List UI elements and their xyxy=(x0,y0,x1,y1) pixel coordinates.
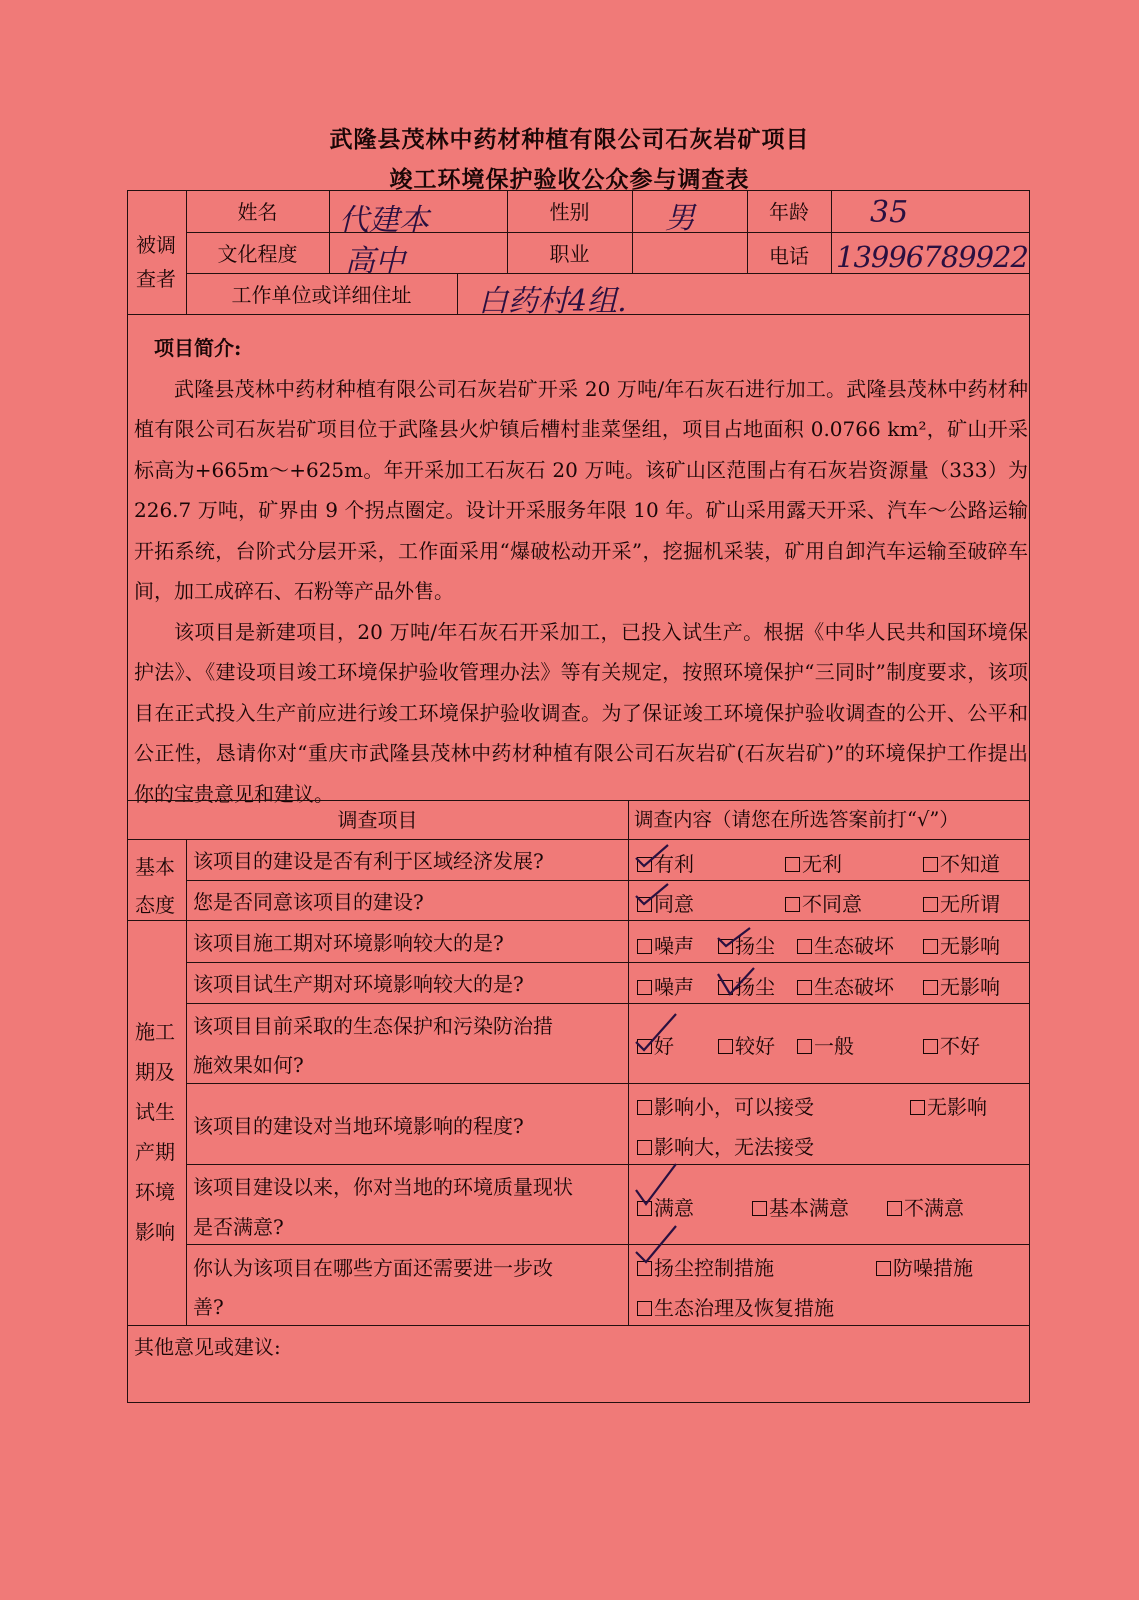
checkbox-icon xyxy=(923,939,938,954)
check-mark-icon xyxy=(714,924,754,954)
q4-option-4[interactable]: 无影响 xyxy=(923,977,1000,997)
q8-option-1[interactable]: 扬尘控制措施 xyxy=(637,1258,774,1278)
q3-option-1[interactable]: 噪声 xyxy=(637,936,694,956)
form-title-line1: 武隆县茂林中药材种植有限公司石灰岩矿项目 xyxy=(329,127,810,153)
checkbox-icon xyxy=(637,939,652,954)
form-title-line2: 竣工环境保护验收公众参与调查表 xyxy=(389,167,750,193)
checkbox-icon xyxy=(637,1301,652,1316)
q2-option-3[interactable]: 无所谓 xyxy=(923,894,1000,914)
q5-option-2[interactable]: 较好 xyxy=(718,1036,775,1056)
checkbox-icon xyxy=(887,1201,902,1216)
q4-option-3[interactable]: 生态破坏 xyxy=(797,977,894,997)
q3-option-4[interactable]: 无影响 xyxy=(923,936,1000,956)
checkbox-icon xyxy=(797,939,812,954)
q8-option-2[interactable]: 防噪措施 xyxy=(876,1258,973,1278)
q1-option-1[interactable]: 有利 xyxy=(637,854,694,874)
checkbox-icon xyxy=(785,857,800,872)
q4-option-1[interactable]: 噪声 xyxy=(637,977,694,997)
phone-label: 电话 xyxy=(769,244,809,268)
age-label: 年龄 xyxy=(769,200,809,224)
gender-label: 性别 xyxy=(549,200,590,224)
checkbox-icon xyxy=(797,1039,812,1054)
question-5-line-2: 施效果如何? xyxy=(193,1053,304,1077)
other-comments-label: 其他意见或建议: xyxy=(134,1335,281,1359)
q6-option-1[interactable]: 影响小，可以接受 xyxy=(637,1097,814,1117)
q4-option-2[interactable]: 扬尘 xyxy=(718,977,775,997)
question-8-line-1: 你认为该项目在哪些方面还需要进一步改 xyxy=(193,1256,553,1280)
q5-option-1[interactable]: 好 xyxy=(637,1036,674,1056)
q8-option-3[interactable]: 生态治理及恢复措施 xyxy=(637,1298,834,1318)
group-basic-attitude: 基本态度 xyxy=(135,855,175,917)
question-7-line-2: 是否满意? xyxy=(193,1215,284,1239)
q2-option-1[interactable]: 同意 xyxy=(637,894,694,914)
address-label: 工作单位或详细住址 xyxy=(231,283,412,307)
q7-option-2[interactable]: 基本满意 xyxy=(752,1198,849,1218)
checkbox-icon xyxy=(923,857,938,872)
checkbox-icon xyxy=(910,1100,925,1115)
q5-option-3[interactable]: 一般 xyxy=(797,1036,854,1056)
col-header-content: 调查内容（请您在所选答案前打“√”） xyxy=(634,808,959,831)
q2-option-2[interactable]: 不同意 xyxy=(785,894,862,914)
checkbox-icon xyxy=(923,980,938,995)
check-mark-icon xyxy=(632,1010,680,1056)
question-5-line-1: 该项目目前采取的生态保护和污染防治措 xyxy=(193,1014,553,1038)
checkbox-icon xyxy=(876,1261,891,1276)
education-label: 文化程度 xyxy=(217,242,298,266)
name-value: 代建本 xyxy=(339,203,429,238)
q5-option-4[interactable]: 不好 xyxy=(923,1036,980,1056)
respondent-section-label: 被调查者 xyxy=(136,233,176,291)
checkbox-icon xyxy=(923,897,938,912)
checkbox-icon xyxy=(797,980,812,995)
education-value: 高中 xyxy=(345,244,405,279)
q7-option-1[interactable]: 满意 xyxy=(637,1198,694,1218)
check-mark-icon xyxy=(632,842,672,872)
q6-option-3[interactable]: 影响大，无法接受 xyxy=(637,1137,814,1157)
gender-value: 男 xyxy=(665,201,695,236)
col-header-item: 调查项目 xyxy=(337,808,418,832)
intro-text xyxy=(134,328,1028,814)
q6-option-2[interactable]: 无影响 xyxy=(910,1097,987,1117)
other-comments-field[interactable] xyxy=(300,1330,1020,1396)
checkbox-icon xyxy=(785,897,800,912)
q3-option-2[interactable]: 扬尘 xyxy=(718,936,775,956)
question-3: 该项目施工期对环境影响较大的是? xyxy=(193,931,504,955)
checkbox-icon xyxy=(718,1039,733,1054)
intro-heading: 项目简介: xyxy=(154,336,242,360)
question-6: 该项目的建设对当地环境影响的程度? xyxy=(193,1114,524,1138)
question-1: 该项目的建设是否有利于区域经济发展? xyxy=(193,849,544,873)
q1-option-2[interactable]: 无利 xyxy=(785,854,842,874)
question-4: 该项目试生产期对环境影响较大的是? xyxy=(193,972,524,996)
check-mark-icon xyxy=(632,880,672,912)
intro-paragraph-1: 武隆县茂林中药材种植有限公司石灰岩矿开采 20 万吨/年石灰石进行加工。武隆县茂林中药材种植有限公司石灰岩矿项目位于武隆县火炉镇后槽村韭菜堡组，项目占地面积 0.0766 km²，矿山开采标高为+665m～+625m。年开采加工石灰石 20 万吨。该矿山区范围占有石灰岩资源量（333）为 226.7 万吨，矿界由 9 个拐点圈定。设计开采服务年限 10 年。矿山采用露天开采、汽车～公路运输开拓系统，台阶式分层开采，工作面采用“爆破松动开采”，挖掘机采装，矿用自卸汽车运输至破碎车间，加工成碎石、石粉等产品外售。 xyxy=(134,376,1028,603)
q1-option-3[interactable]: 不知道 xyxy=(923,854,1000,874)
check-mark-icon xyxy=(632,1160,680,1210)
question-8-line-2: 善? xyxy=(193,1295,224,1319)
check-mark-icon xyxy=(714,966,758,1006)
occupation-label: 职业 xyxy=(549,242,590,266)
check-mark-icon xyxy=(632,1222,680,1268)
name-label: 姓名 xyxy=(237,200,278,224)
phone-value: 13996789922 xyxy=(836,240,1028,274)
intro-paragraph-2: 该项目是新建项目，20 万吨/年石灰石开采加工，已投入试生产。根据《中华人民共和国环境保护法》、《建设项目竣工环境保护验收管理办法》等有关规定，按照环境保护“三同时”制度要求，该项目在正式投入生产前应进行竣工环境保护验收调查。为了保证竣工环境保护验收调查的公开、公平和公正性，恳请你对“重庆市武隆县茂林中药材种植有限公司石灰岩矿(石灰岩矿)”的环境保护工作提出你的宝贵意见和建议。 xyxy=(134,619,1028,806)
checkbox-icon xyxy=(637,980,652,995)
address-value: 白药村4组. xyxy=(478,284,627,319)
question-7-line-1: 该项目建设以来，你对当地的环境质量现状 xyxy=(193,1175,573,1199)
q7-option-3[interactable]: 不满意 xyxy=(887,1198,964,1218)
checkbox-icon xyxy=(637,1100,652,1115)
checkbox-icon xyxy=(923,1039,938,1054)
checkbox-icon xyxy=(752,1201,767,1216)
question-2: 您是否同意该项目的建设? xyxy=(193,890,424,914)
q3-option-3[interactable]: 生态破坏 xyxy=(797,936,894,956)
age-value: 35 xyxy=(870,195,909,230)
group-construction-impact: 施工期及试生产期环境影响 xyxy=(135,1020,175,1244)
checkbox-icon xyxy=(637,1140,652,1155)
